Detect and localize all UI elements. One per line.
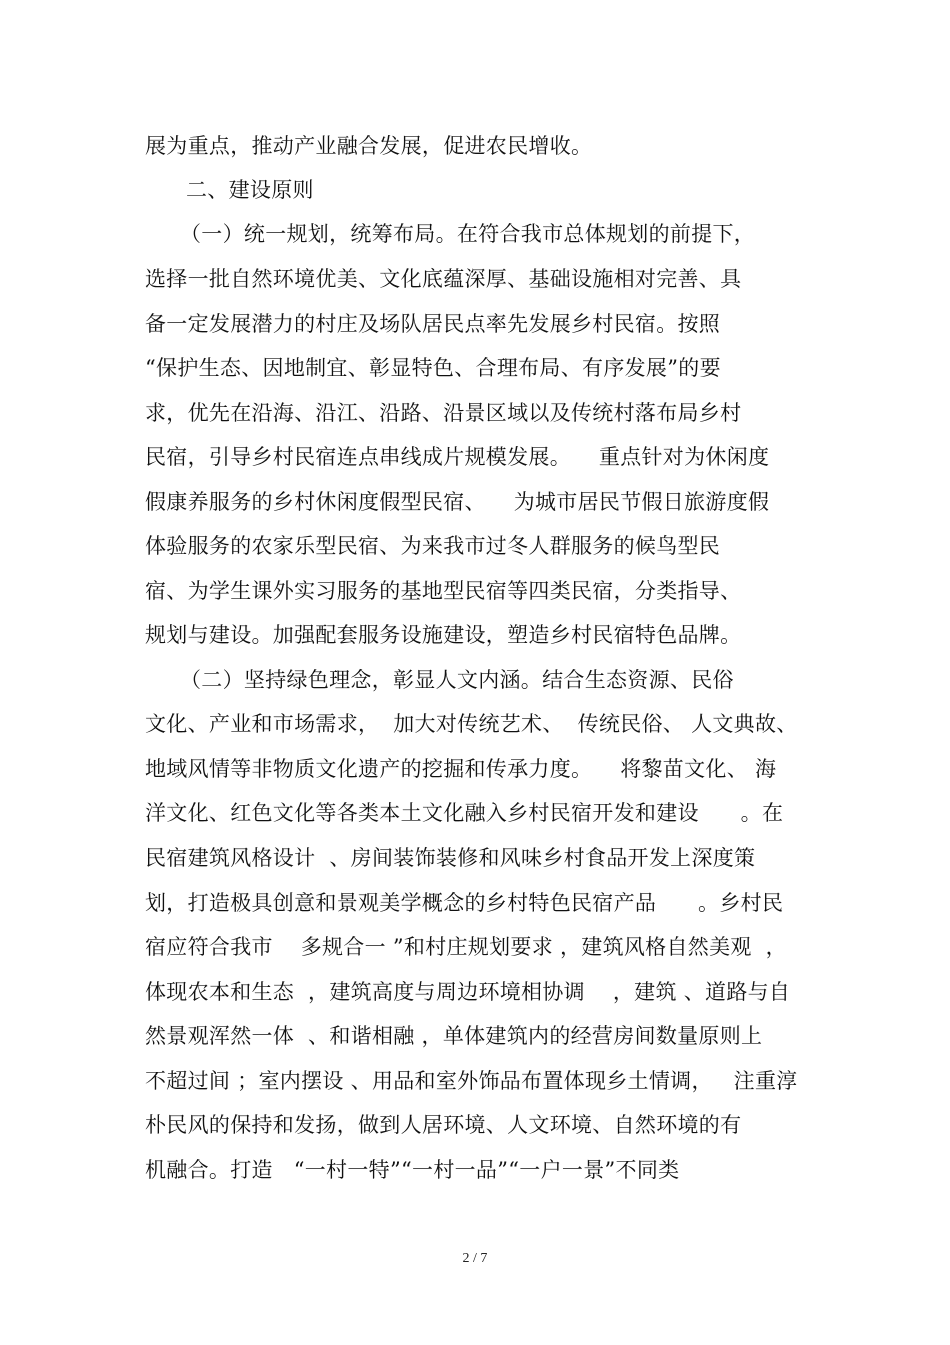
paragraph-start: （二）坚持绿色理念，彰显人文内涵。结合生态资源、民俗 — [180, 668, 734, 692]
text-line: 展为重点，推动产业融合发展，促进农民增收。 — [145, 134, 593, 158]
paragraph-start: （一）统一规划，统筹布局。在符合我市总体规划的前提下， — [180, 222, 756, 246]
text-line: 体现农本和生态 ，建筑高度与周边环境相协调 ，建筑 、道路与自 — [145, 980, 791, 1004]
text-line: 民宿，引导乡村民宿连点串线成片规模发展。 重点针对为休闲度 — [145, 445, 770, 469]
text-line: 假康养服务的乡村休闲度假型民宿、 为城市居民节假日旅游度假 — [145, 490, 770, 514]
text-line: 宿、为学生课外实习服务的基地型民宿等四类民宿，分类指导、 — [145, 579, 742, 603]
text-line: 文化、产业和市场需求， 加大对传统艺术、 传统民俗、 人文典故、 — [145, 712, 798, 736]
text-line: 体验服务的农家乐型民宿、为来我市过冬人群服务的候鸟型民 — [145, 534, 721, 558]
text-line: 选择一批自然环境优美、文化底蕴深厚、基础设施相对完善、具 — [145, 267, 742, 291]
text-line: 划，打造极具创意和景观美学概念的乡村特色民宿产品 。乡村民 — [145, 891, 784, 915]
text-line: 民宿建筑风格设计 、房间装饰装修和风味乡村食品开发上深度策 — [145, 846, 756, 870]
text-line: “保护生态、因地制宜、彰显特色、合理布局、有序发展”的要 — [145, 356, 721, 380]
text-line: 备一定发展潜力的村庄及场队居民点率先发展乡村民宿。按照 — [145, 312, 721, 336]
text-line: 洋文化、红色文化等各类本土文化融入乡村民宿开发和建设 。在 — [145, 801, 784, 825]
text-line: 不超过间 ；室内摆设 、用品和室外饰品布置体现乡土情调， 注重淳 — [145, 1069, 798, 1093]
page-number: 2 / 7 — [462, 1251, 488, 1266]
text-line: 求，优先在沿海、沿江、沿路、沿景区域以及传统村落布局乡村 — [145, 401, 742, 425]
text-line: 然景观浑然一体 、和谐相融 ，单体建筑内的经营房间数量原则上 — [145, 1024, 763, 1048]
text-line: 地域风情等非物质文化遗产的挖掘和传承力度。 将黎苗文化、 海 — [145, 757, 777, 781]
section-heading: 二、建设原则 — [186, 178, 314, 202]
text-line: 朴民风的保持和发扬，做到人居环境、人文环境、自然环境的有 — [145, 1113, 742, 1137]
text-line: 规划与建设。加强配套服务设施建设，塑造乡村民宿特色品牌。 — [145, 623, 742, 647]
text-line: 机融合。打造 “一村一特”“一村一品”“一户一景”不同类 — [145, 1158, 680, 1182]
text-line: 宿应符合我市 多规合一 ”和村庄规划要求 ，建筑风格自然美观 ， — [145, 935, 787, 959]
